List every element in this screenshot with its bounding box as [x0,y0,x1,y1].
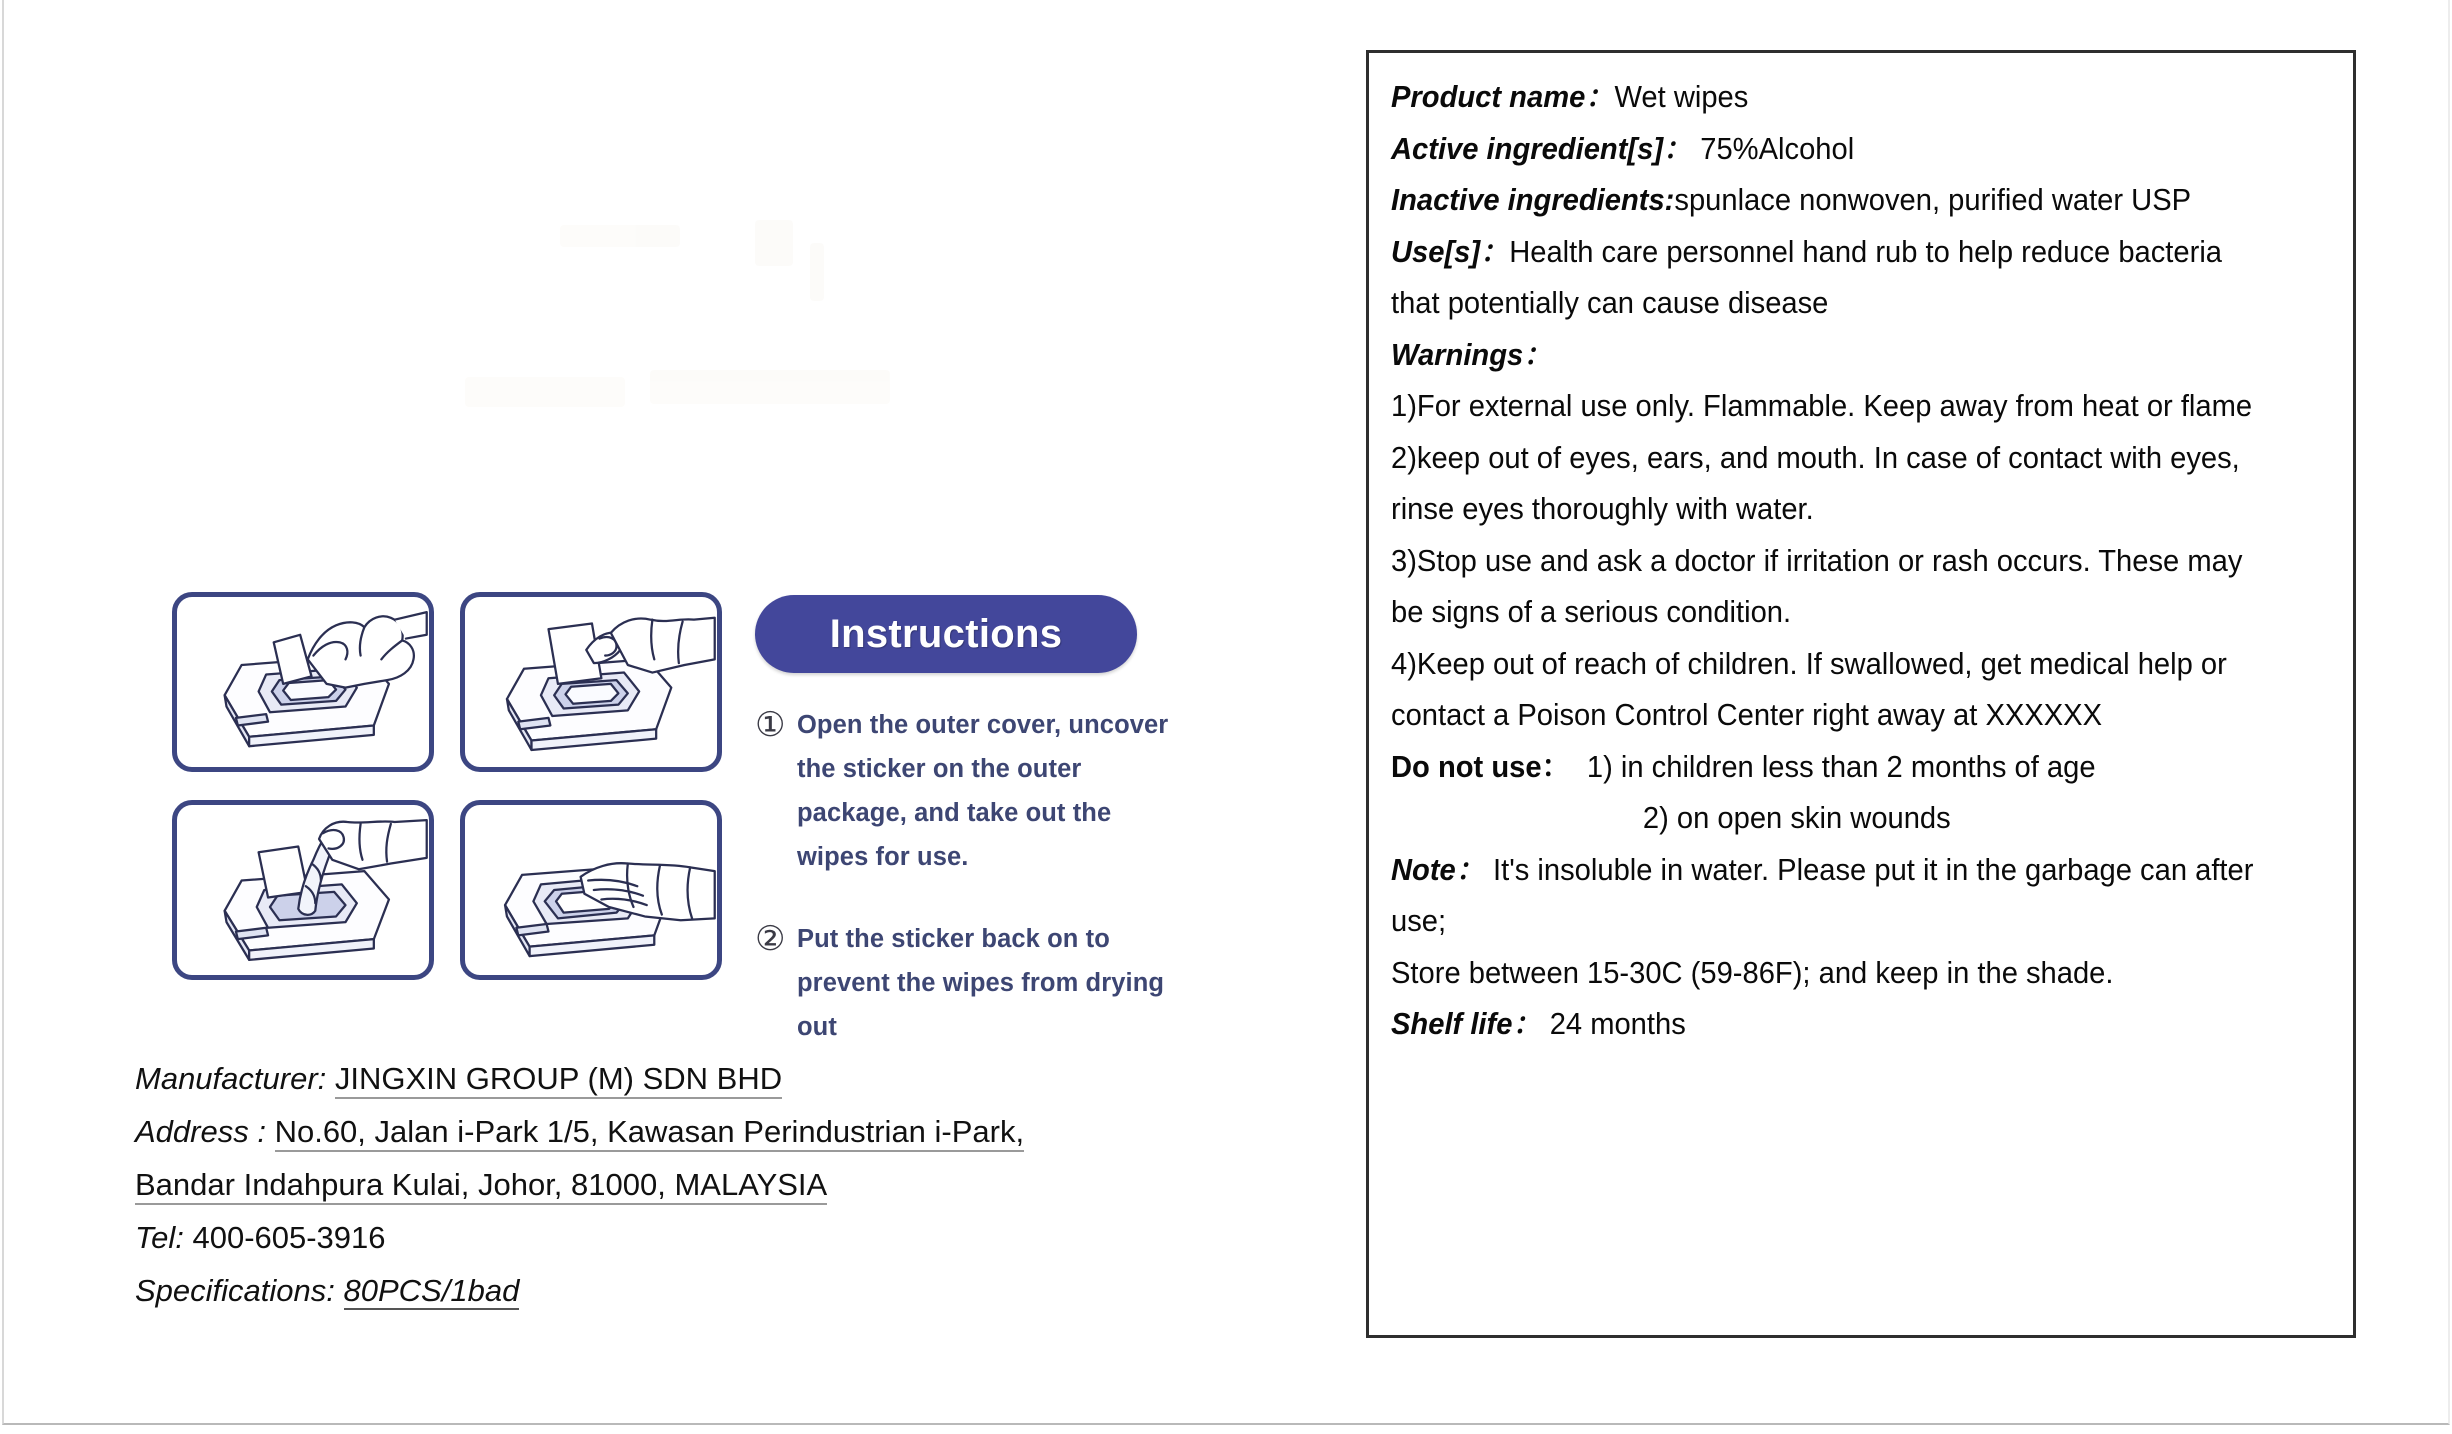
uses-label: Use[s]： [1391,233,1510,269]
shelf-life-line [1391,998,2276,1050]
active-ingredient-value: 75%Alcohol [1700,130,1855,166]
note-value: It's insoluble in water. Please put it in the garbage can after use; [1391,851,2254,938]
step-2-text: Put the sticker back on to prevent the wipes from drying out [797,925,1165,1041]
product-name-label: Product name： [1391,79,1615,114]
uses-value: Health care personnel hand rub to help reduce bacteria that potentially can cause disease [1391,233,2223,320]
inactive-ingredients-label: Inactive ingredients: [1391,182,1675,217]
warnings-label: Warnings： [1391,336,1553,372]
warning-item-2: 2)keep out of eyes, ears, and mouth. In case of contact with eyes, rinse eyes thoroughly with water. [1391,439,2240,526]
manufacturer-line [135,1052,1325,1105]
specifications-value: 80PCS/1bad [343,1273,520,1308]
warnings-label-line [1391,329,2276,381]
warning-item-1: 1)For external use only. Flammable. Keep away from heat or flame [1391,388,2253,423]
instructions-badge [755,595,1137,673]
tel-value: 400-605-3916 [192,1220,386,1255]
do-not-use-label: Do not use： [1391,748,1571,784]
storage-line: Store between 15-30C (59-86F); and keep in the shade. [1391,954,2114,990]
address-line-2 [135,1158,1325,1211]
inactive-ingredients-line [1391,174,2276,226]
shelf-life-value: 24 months [1549,1006,1686,1041]
address-line-1 [135,1105,1325,1158]
uses-line [1391,226,2276,329]
note-line [1391,844,2276,947]
illustration-grid [172,592,742,980]
step-2-number-icon: ② [755,919,786,959]
illustration-open-outer-cover [172,592,434,772]
do-not-use-line [1391,741,2276,793]
inactive-ingredients-value: spunlace nonwoven, purified water USP [1674,182,2192,217]
step-1-number-icon: ① [755,705,786,745]
warning-item-3: 3)Stop use and ask a doctor if irritation or rash occurs. These may be signs of a serious condition. [1391,542,2243,629]
specifications-line [135,1264,1325,1317]
drug-facts-box [1366,50,2356,1338]
instructions-badge-label: Instructions [829,611,1063,656]
step-1-text: Open the outer cover, uncover the sticker on the outer package, and take out the wipes for use. [797,711,1169,871]
note-label: Note： [1391,851,1485,887]
illustration-pull-out-wipe [172,800,434,980]
specifications-label: Specifications: [135,1273,335,1308]
product-name-line [1391,71,2276,123]
manufacturer-block [135,1052,1325,1317]
illustration-reseal-sticker [460,800,722,980]
manufacturer-label: Manufacturer: [135,1061,327,1096]
tel-line [135,1211,1325,1264]
illustration-uncover-sticker [460,592,722,772]
instruction-step-2 [755,917,1175,1049]
address-value-line-2: Bandar Indahpura Kulai, Johor, 81000, MALAYSIA [135,1167,827,1205]
active-ingredient-label: Active ingredient[s]： [1391,130,1693,166]
do-not-use-item-2: 2) on open skin wounds [1642,800,1951,835]
warning-item-4: 4)Keep out of reach of children. If swallowed, get medical help or contact a Poison Control Center right away at XXXXXX [1391,645,2227,732]
product-name-value: Wet wipes [1614,79,1749,114]
instructions-column [755,595,1175,1049]
do-not-use-item-1: 1) in children less than 2 months of age [1586,748,2096,784]
shelf-life-label: Shelf life： [1391,1006,1542,1041]
instruction-step-1 [755,703,1175,879]
address-value-line-1: No.60, Jalan i-Park 1/5, Kawasan Perindustrian i-Park, [275,1114,1025,1152]
active-ingredient-line [1391,123,2276,175]
address-label: Address : [135,1114,266,1149]
tel-label: Tel: [135,1220,184,1255]
manufacturer-value: JINGXIN GROUP (M) SDN BHD [335,1061,782,1099]
